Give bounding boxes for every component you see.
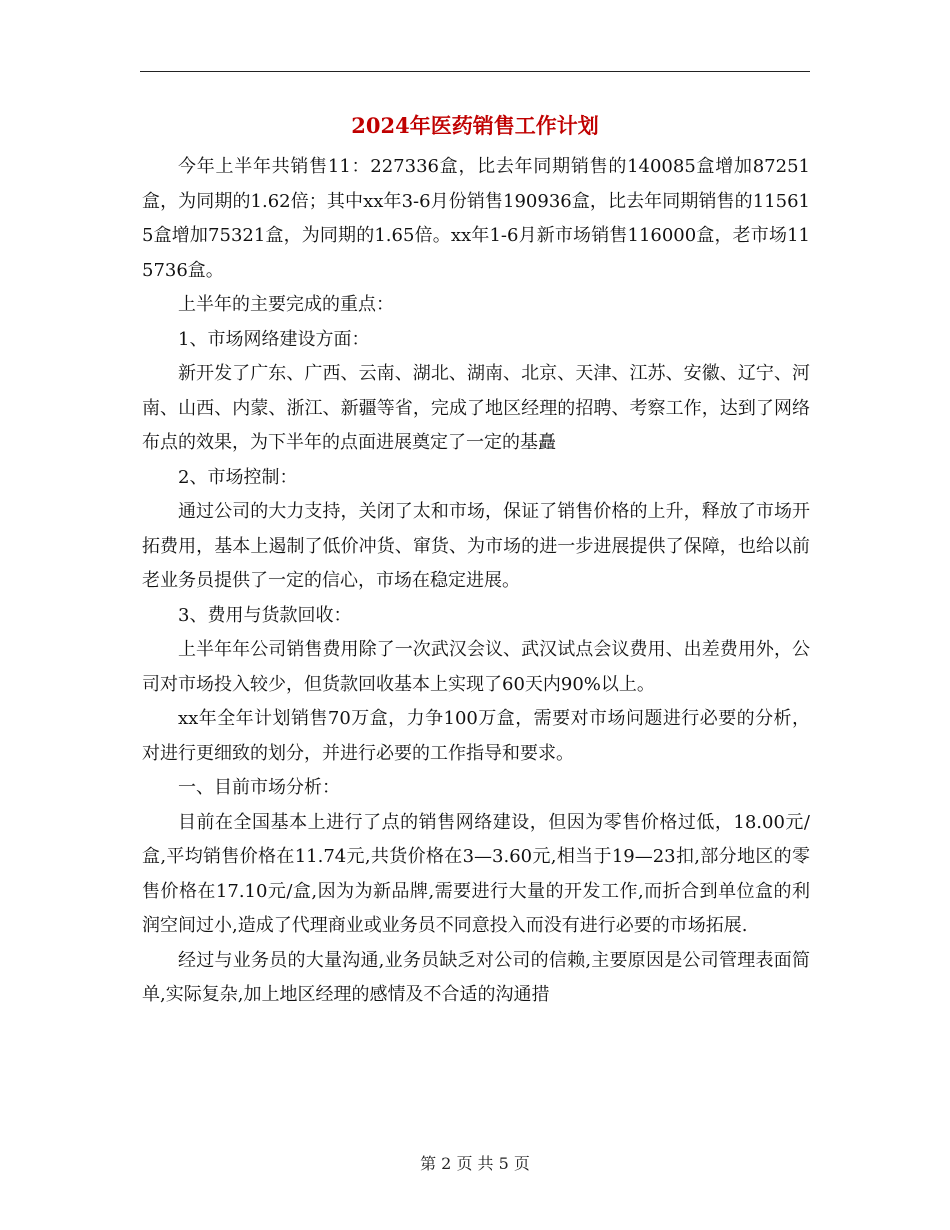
paragraph: 通过公司的大力支持，关闭了太和市场，保证了销售价格的上升，释放了市场开拓费用，基本上遏制了低价冲货、窜货、为市场的进一步进展提供了保障，也给以前老业务员提供了一定的信心，市场在稳定进展。 (142, 501, 810, 591)
section-heading: 2、市场控制： (178, 466, 298, 488)
document-title: 2024年医药销售工作计划 (351, 113, 599, 138)
header-rule (140, 71, 810, 72)
paragraph: xx年全年计划销售70万盒，力争100万盒，需要对市场问题进行必要的分析，对进行更细致的划分，并进行必要的工作指导和要求。 (142, 708, 810, 764)
paragraph: 上半年的主要完成的重点： (178, 294, 394, 315)
section-heading: 3、费用与货款回收： (178, 604, 352, 626)
section-heading: 1、市场网络建设方面： (178, 328, 370, 350)
section-heading: 一、目前市场分析： (178, 777, 340, 798)
paragraph: 今年上半年共销售11：227336盒，比去年同期销售的140085盒增加87251盒，为同期的1.62倍；其中xx年3-6月份销售190936盒，比去年同期销售的115615盒增加75321盒，为同期的1.65倍。xx年1-6月新市场销售116000盒，老市场115736盒。 (142, 156, 810, 281)
page-number: 第 2 页 共 5 页 (420, 1154, 530, 1173)
paragraph: 目前在全国基本上进行了点的销售网络建设，但因为零售价格过低，18.00元/盒,平均销售价格在11.74元,共货价格在3—3.60元,相当于19—23扣,部分地区的零售价格在17.10元/盒,因为为新品牌,需要进行大量的开发工作,而折合到单位盒的利润空间过小,造成了代理商业或业务员不同意投入而没有进行必要的市场拓展. (142, 811, 810, 936)
paragraph: 新开发了广东、广西、云南、湖北、湖南、北京、天津、江苏、安徽、辽宁、河南、山西、内蒙、浙江、新疆等省，完成了地区经理的招聘、考察工作，达到了网络布点的效果，为下半年的点面进展奠定了一定的基矗 (142, 363, 810, 453)
document-body (142, 150, 810, 1013)
paragraph: 上半年年公司销售费用除了一次武汉会议、武汉试点会议费用、出差费用外，公司对市场投入较少，但货款回收基本上实现了60天内90%以上。 (142, 639, 810, 695)
paragraph: 经过与业务员的大量沟通,业务员缺乏对公司的信赖,主要原因是公司管理表面简单,实际复杂,加上地区经理的感情及不合适的沟通措 (142, 949, 810, 1005)
